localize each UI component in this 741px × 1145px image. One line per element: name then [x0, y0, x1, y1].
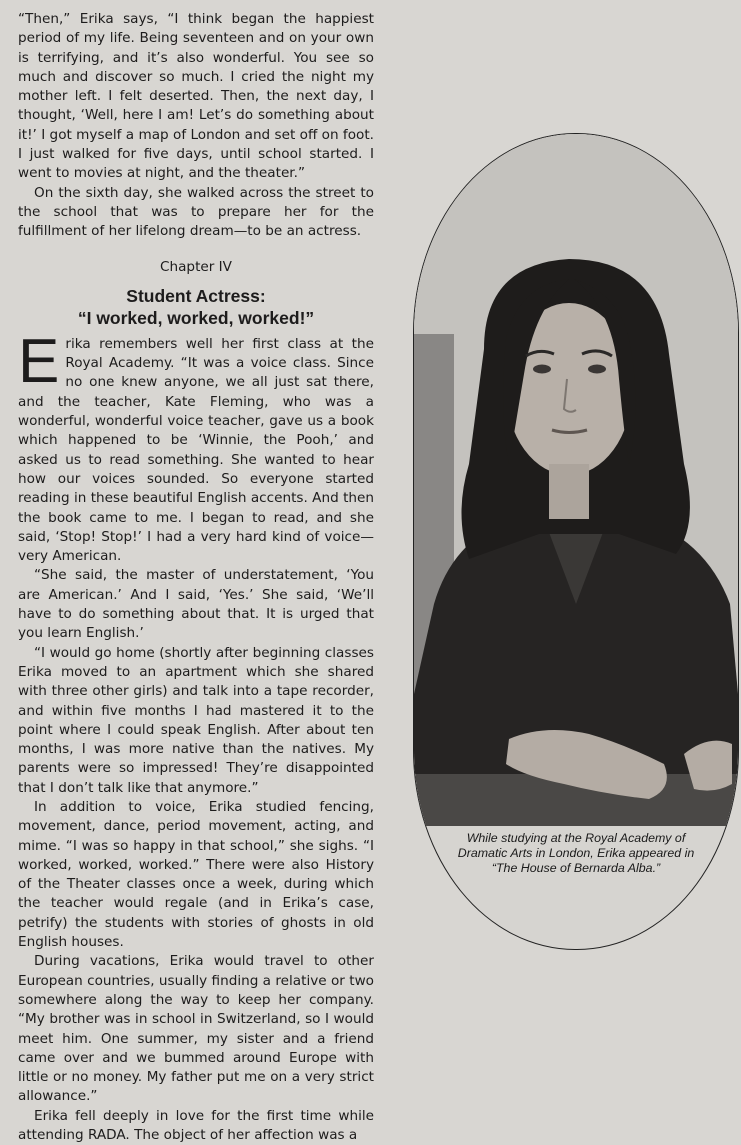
chapter-headline — [18, 285, 374, 329]
article-paragraph: “She said, the master of understatement, ‘You are American.’ And I said, ‘Yes.’ She said, ‘We’ll have to do something about that. It is urged that you learn English.’ — [18, 567, 374, 642]
drop-cap: E — [18, 326, 60, 396]
article-paragraph: “Then,” Erika says, “I think began the happiest period of my life. Being seventeen and on your own is terrifying, and it’s also wonderful. You see so much and discover so much. I cried the night my mother left. I felt deserted. Then, the next day, I thought, ‘Well, here I am! Let’s do something about it!’ I got myself a map of London and set off on foot. I just walked for five days, until school started. I went to movies at night, and the theater.” — [18, 11, 374, 182]
portrait-illustration — [414, 134, 738, 826]
article-column — [18, 10, 374, 1145]
article-paragraph: During vacations, Erika would travel to other European countries, usually finding a relative or two somewhere along the way to keep her company. “My brother was in school in Switzerland, so I would meet him. One summer, my sister and a friend came over and we bummed around Europe with little or no money. My father put me on a very strict allowance.” — [18, 953, 374, 1105]
paragraph-text: rika remembers well her first class at the Royal Academy. “It was a voice class. Since no one knew anyone, we all just sat there, and the teacher, Kate Fleming, who was a wonderful, wonderful voice teacher, gave us a book which happened to be ‘Winnie, the Pooh,’ and asked us to read something. She wanted to hear how our voices sounded. So everyone started reading in these beautiful English accents. And then the book came to me. I began to read, and she said, ‘Stop! Stop!’ I had a very hard kind of voice—very American. — [18, 335, 374, 565]
article-paragraph: “I would go home (shortly after beginning classes Erika moved to an apartment which she shared with three other girls) and talk into a tape recorder, and within five months I had mastered it to the point where I could speak English. After about ten months, I was more native than the natives. My parents were so impressed! They’re disappointed that I don’t talk like that anymore.” — [18, 644, 374, 796]
chapter-label: Chapter IV — [160, 258, 232, 275]
article-paragraph: In addition to voice, Erika studied fencing, movement, dance, period movement, acting, and mime. “I was so happy in that school,” she sighs. “I worked, worked, worked.” There were also History of the Theater classes once a week, during which the teacher would regale (and in Erika’s case, petrify) the students with stories of ghosts in old English houses. — [18, 798, 374, 951]
oval-photo-frame — [413, 133, 739, 950]
article-paragraph: On the sixth day, she walked across the street to the school that was to prepare her for the fulfillment of her lifelong dream—to be an actress. — [18, 184, 374, 240]
article-paragraph: Erika fell deeply in love for the first time while attending RADA. The object of her affection was a — [18, 1107, 374, 1144]
photo-caption: While studying at the Royal Academy of Dramatic Arts in London, Erika appeared in “The House of Bernarda Alba.” — [457, 831, 695, 876]
portrait-photo — [414, 134, 738, 826]
article-paragraph-dropcap — [18, 326, 374, 567]
headline-line-1: Student Actress: — [126, 285, 266, 306]
headline-line-2: “I worked, worked, worked!” — [77, 307, 315, 328]
